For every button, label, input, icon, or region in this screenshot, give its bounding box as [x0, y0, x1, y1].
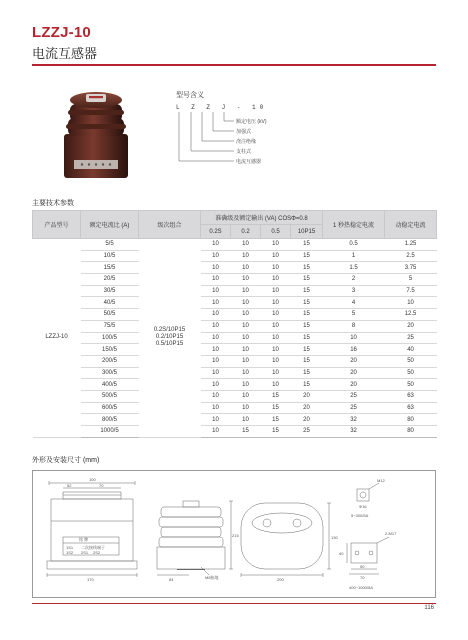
- terminal-1s2: 1S2: [66, 550, 74, 555]
- value-cell: 15: [291, 320, 323, 332]
- value-cell: 10: [261, 367, 291, 379]
- value-cell: 8: [323, 320, 385, 332]
- value-cell: 10: [261, 309, 291, 321]
- value-cell: 15: [291, 297, 323, 309]
- accuracy-combo-line: 0.5/10P15: [155, 341, 184, 348]
- value-cell: 10: [201, 320, 231, 332]
- terminal-2s2: 2S2: [93, 550, 101, 555]
- value-cell: 80: [385, 426, 437, 438]
- value-cell: 10: [231, 309, 261, 321]
- detail-bottom-dim-c: 70: [360, 575, 365, 580]
- dim-front-overall: 100: [89, 477, 96, 482]
- value-cell: 10: [231, 285, 261, 297]
- value-cell: 5: [323, 309, 385, 321]
- dim-side-height: 215: [232, 533, 239, 538]
- detail-top-bolt: M12: [377, 478, 385, 483]
- value-cell: 10: [201, 262, 231, 274]
- model-code-letters: L Z Z J - 10: [176, 104, 268, 111]
- value-cell: 2: [323, 274, 385, 286]
- value-cell: 20: [291, 414, 323, 426]
- value-cell: 10: [231, 262, 261, 274]
- table-row: [33, 262, 437, 274]
- value-cell: 3: [323, 285, 385, 297]
- table-row: [33, 332, 437, 344]
- value-cell: 10: [231, 355, 261, 367]
- header-class-0-2s: 0.2S: [201, 225, 231, 239]
- value-cell: 10: [231, 239, 261, 251]
- value-cell: 50: [385, 355, 437, 367]
- dimensions-section-title: 外形及安装尺寸 (mm): [32, 457, 100, 464]
- table-row: [33, 355, 437, 367]
- value-cell: 15: [291, 250, 323, 262]
- footer-divider: [32, 603, 436, 604]
- value-cell: 10: [261, 250, 291, 262]
- detail-range-b: 400~1000/5A: [349, 585, 373, 590]
- header-class-0-2: 0.2: [231, 225, 261, 239]
- header-dynamic-current: 动稳定电流: [385, 211, 437, 239]
- value-cell: 4: [323, 297, 385, 309]
- value-cell: 15: [291, 355, 323, 367]
- value-cell: 10: [201, 426, 231, 438]
- value-cell: 15: [291, 239, 323, 251]
- value-cell: 16: [323, 344, 385, 356]
- detail-bottom-dim-b: 50: [360, 564, 365, 569]
- value-cell: 10: [201, 332, 231, 344]
- dim-front-left: 52: [67, 483, 72, 488]
- value-cell: 15: [291, 274, 323, 286]
- value-cell: 20: [323, 355, 385, 367]
- meaning-item-cast-insulation: 浇注绝缘: [236, 139, 257, 145]
- ratio-cell: 100/5: [81, 332, 139, 344]
- model-title: LZZJ-10: [32, 24, 91, 41]
- value-cell: 10: [261, 344, 291, 356]
- value-cell: 15: [261, 390, 291, 402]
- value-cell: 10: [201, 285, 231, 297]
- dim-front-bottom: 170: [87, 577, 94, 582]
- ratio-cell: 500/5: [81, 390, 139, 402]
- meaning-item-reinforced: 加强式: [236, 129, 252, 135]
- header-model: 产品型号: [33, 211, 81, 239]
- value-cell: 25: [385, 332, 437, 344]
- ratio-cell: 150/5: [81, 344, 139, 356]
- value-cell: 10: [201, 309, 231, 321]
- nameplate-label: 铭 牌: [79, 537, 89, 542]
- ratio-cell: 20/5: [81, 274, 139, 286]
- dimension-drawing: [32, 470, 436, 598]
- header-class-10p15: 10P15: [291, 225, 323, 239]
- value-cell: 20: [291, 390, 323, 402]
- table-row: [33, 320, 437, 332]
- dim-top-width: 200: [277, 577, 284, 582]
- value-cell: 1.25: [385, 239, 437, 251]
- value-cell: 10: [261, 332, 291, 344]
- detail-range-a: 5~300/5A: [351, 513, 369, 518]
- value-cell: 15: [291, 344, 323, 356]
- value-cell: 25: [323, 402, 385, 414]
- meaning-item-current-transformer: 电流互感器: [236, 159, 262, 165]
- ratio-cell: 600/5: [81, 402, 139, 414]
- value-cell: 25: [291, 426, 323, 438]
- value-cell: 32: [323, 414, 385, 426]
- ratio-cell: 50/5: [81, 309, 139, 321]
- value-cell: 1.5: [323, 262, 385, 274]
- value-cell: 10: [323, 332, 385, 344]
- table-row: [33, 297, 437, 309]
- table-row: [33, 274, 437, 286]
- value-cell: 10: [261, 379, 291, 391]
- header-rated-ratio: 额定电流比 (A): [81, 211, 139, 239]
- model-meaning-lines: [170, 90, 330, 180]
- product-name: 电流互感器: [32, 46, 98, 61]
- table-row: [33, 367, 437, 379]
- table-row: [33, 344, 437, 356]
- dim-side-base: 84: [169, 577, 174, 582]
- accuracy-combo-cell: [139, 239, 201, 438]
- value-cell: 10: [231, 344, 261, 356]
- dim-top-height: 130: [331, 535, 338, 540]
- value-cell: 2.5: [385, 250, 437, 262]
- model-meaning-title: 型号含义: [176, 92, 204, 99]
- value-cell: 15: [261, 414, 291, 426]
- ratio-cell: 5/5: [81, 239, 139, 251]
- value-cell: 15: [291, 262, 323, 274]
- value-cell: 10: [201, 274, 231, 286]
- value-cell: 15: [291, 379, 323, 391]
- value-cell: 10: [201, 297, 231, 309]
- value-cell: 63: [385, 390, 437, 402]
- value-cell: 10: [231, 320, 261, 332]
- value-cell: 10: [231, 332, 261, 344]
- ratio-cell: 200/5: [81, 355, 139, 367]
- value-cell: 25: [323, 390, 385, 402]
- value-cell: 10: [231, 274, 261, 286]
- detail-top-dim: Φ16: [359, 504, 367, 509]
- dimension-drawing-svg: [33, 471, 437, 599]
- table-row: [33, 402, 437, 414]
- value-cell: 10: [201, 414, 231, 426]
- value-cell: 1: [323, 250, 385, 262]
- header-short-time-current: 1 秒热稳定电流: [323, 211, 385, 239]
- value-cell: 20: [323, 367, 385, 379]
- value-cell: 50: [385, 379, 437, 391]
- value-cell: 15: [261, 426, 291, 438]
- front-view-top-body: [51, 499, 133, 561]
- value-cell: 20: [385, 320, 437, 332]
- ratio-cell: 1000/5: [81, 426, 139, 438]
- spec-table: [32, 210, 437, 438]
- value-cell: 7.5: [385, 285, 437, 297]
- ratio-cell: 800/5: [81, 414, 139, 426]
- terminal-2s1: 2S1: [81, 550, 89, 555]
- meaning-item-rated-voltage: 额定电压 (kV): [236, 119, 267, 125]
- ratio-cell: 75/5: [81, 320, 139, 332]
- value-cell: 15: [291, 332, 323, 344]
- page-number: 116: [424, 605, 434, 611]
- header-class-0-5: 0.5: [261, 225, 291, 239]
- detail-bottom-bolt: 2-M17: [385, 531, 397, 536]
- spec-section-title: 主要技术参数: [32, 200, 74, 207]
- value-cell: 10: [261, 355, 291, 367]
- accuracy-combo-line: 0.2S/10P15: [153, 327, 186, 334]
- value-cell: 63: [385, 402, 437, 414]
- detail-bottom-dim-a: 40: [339, 551, 344, 556]
- value-cell: 10: [261, 274, 291, 286]
- value-cell: 10: [201, 239, 231, 251]
- value-cell: 20: [291, 402, 323, 414]
- meaning-item-post-type: 支柱式: [236, 149, 252, 155]
- value-cell: 10: [231, 414, 261, 426]
- value-cell: 10: [201, 250, 231, 262]
- value-cell: 10: [231, 379, 261, 391]
- value-cell: 10: [231, 402, 261, 414]
- value-cell: 10: [261, 320, 291, 332]
- value-cell: 15: [231, 426, 261, 438]
- value-cell: 12.5: [385, 309, 437, 321]
- table-row: [33, 250, 437, 262]
- side-ground-label: M8接地: [205, 575, 219, 580]
- ratio-cell: 300/5: [81, 367, 139, 379]
- terminal-caption: 二次接线端子: [81, 545, 105, 550]
- table-row: [33, 285, 437, 297]
- value-cell: 10: [201, 367, 231, 379]
- model-cell: LZZJ-10: [33, 239, 81, 438]
- value-cell: 32: [323, 426, 385, 438]
- value-cell: 10: [385, 297, 437, 309]
- terminal-1s1: 1S1: [66, 545, 74, 550]
- value-cell: 10: [261, 262, 291, 274]
- value-cell: 15: [291, 367, 323, 379]
- table-row: [33, 309, 437, 321]
- table-row: [33, 379, 437, 391]
- value-cell: 10: [261, 285, 291, 297]
- value-cell: 50: [385, 367, 437, 379]
- value-cell: 10: [201, 344, 231, 356]
- value-cell: 10: [231, 297, 261, 309]
- value-cell: 10: [231, 390, 261, 402]
- spec-table-body: [33, 239, 437, 438]
- value-cell: 5: [385, 274, 437, 286]
- value-cell: 15: [291, 285, 323, 297]
- dimension-labels: [66, 477, 397, 590]
- value-cell: 15: [261, 402, 291, 414]
- ratio-cell: 10/5: [81, 250, 139, 262]
- value-cell: 0.5: [323, 239, 385, 251]
- accuracy-combo-line: 0.2/10P15: [155, 334, 184, 341]
- value-cell: 20: [323, 379, 385, 391]
- value-cell: 10: [261, 297, 291, 309]
- ratio-cell: 15/5: [81, 262, 139, 274]
- value-cell: 15: [291, 309, 323, 321]
- value-cell: 10: [261, 239, 291, 251]
- model-meaning-diagram: [170, 90, 330, 180]
- header-accuracy-combo: 级次组合: [139, 211, 201, 239]
- table-row: [33, 414, 437, 426]
- table-row: [33, 426, 437, 438]
- value-cell: 10: [231, 367, 261, 379]
- header-output-group: 准确级及额定输出 (VA) COSΦ=0.8: [201, 211, 323, 225]
- value-cell: 10: [231, 250, 261, 262]
- value-cell: 10: [201, 355, 231, 367]
- table-row: [33, 390, 437, 402]
- value-cell: 40: [385, 344, 437, 356]
- value-cell: 3.75: [385, 262, 437, 274]
- value-cell: 10: [201, 390, 231, 402]
- value-cell: 10: [201, 402, 231, 414]
- value-cell: 80: [385, 414, 437, 426]
- ratio-cell: 40/5: [81, 297, 139, 309]
- ratio-cell: 30/5: [81, 285, 139, 297]
- value-cell: 10: [201, 379, 231, 391]
- product-image: [56, 86, 136, 186]
- header-divider: [32, 64, 436, 66]
- ratio-cell: 400/5: [81, 379, 139, 391]
- dim-front-right: 70: [99, 483, 104, 488]
- table-row: [33, 239, 437, 251]
